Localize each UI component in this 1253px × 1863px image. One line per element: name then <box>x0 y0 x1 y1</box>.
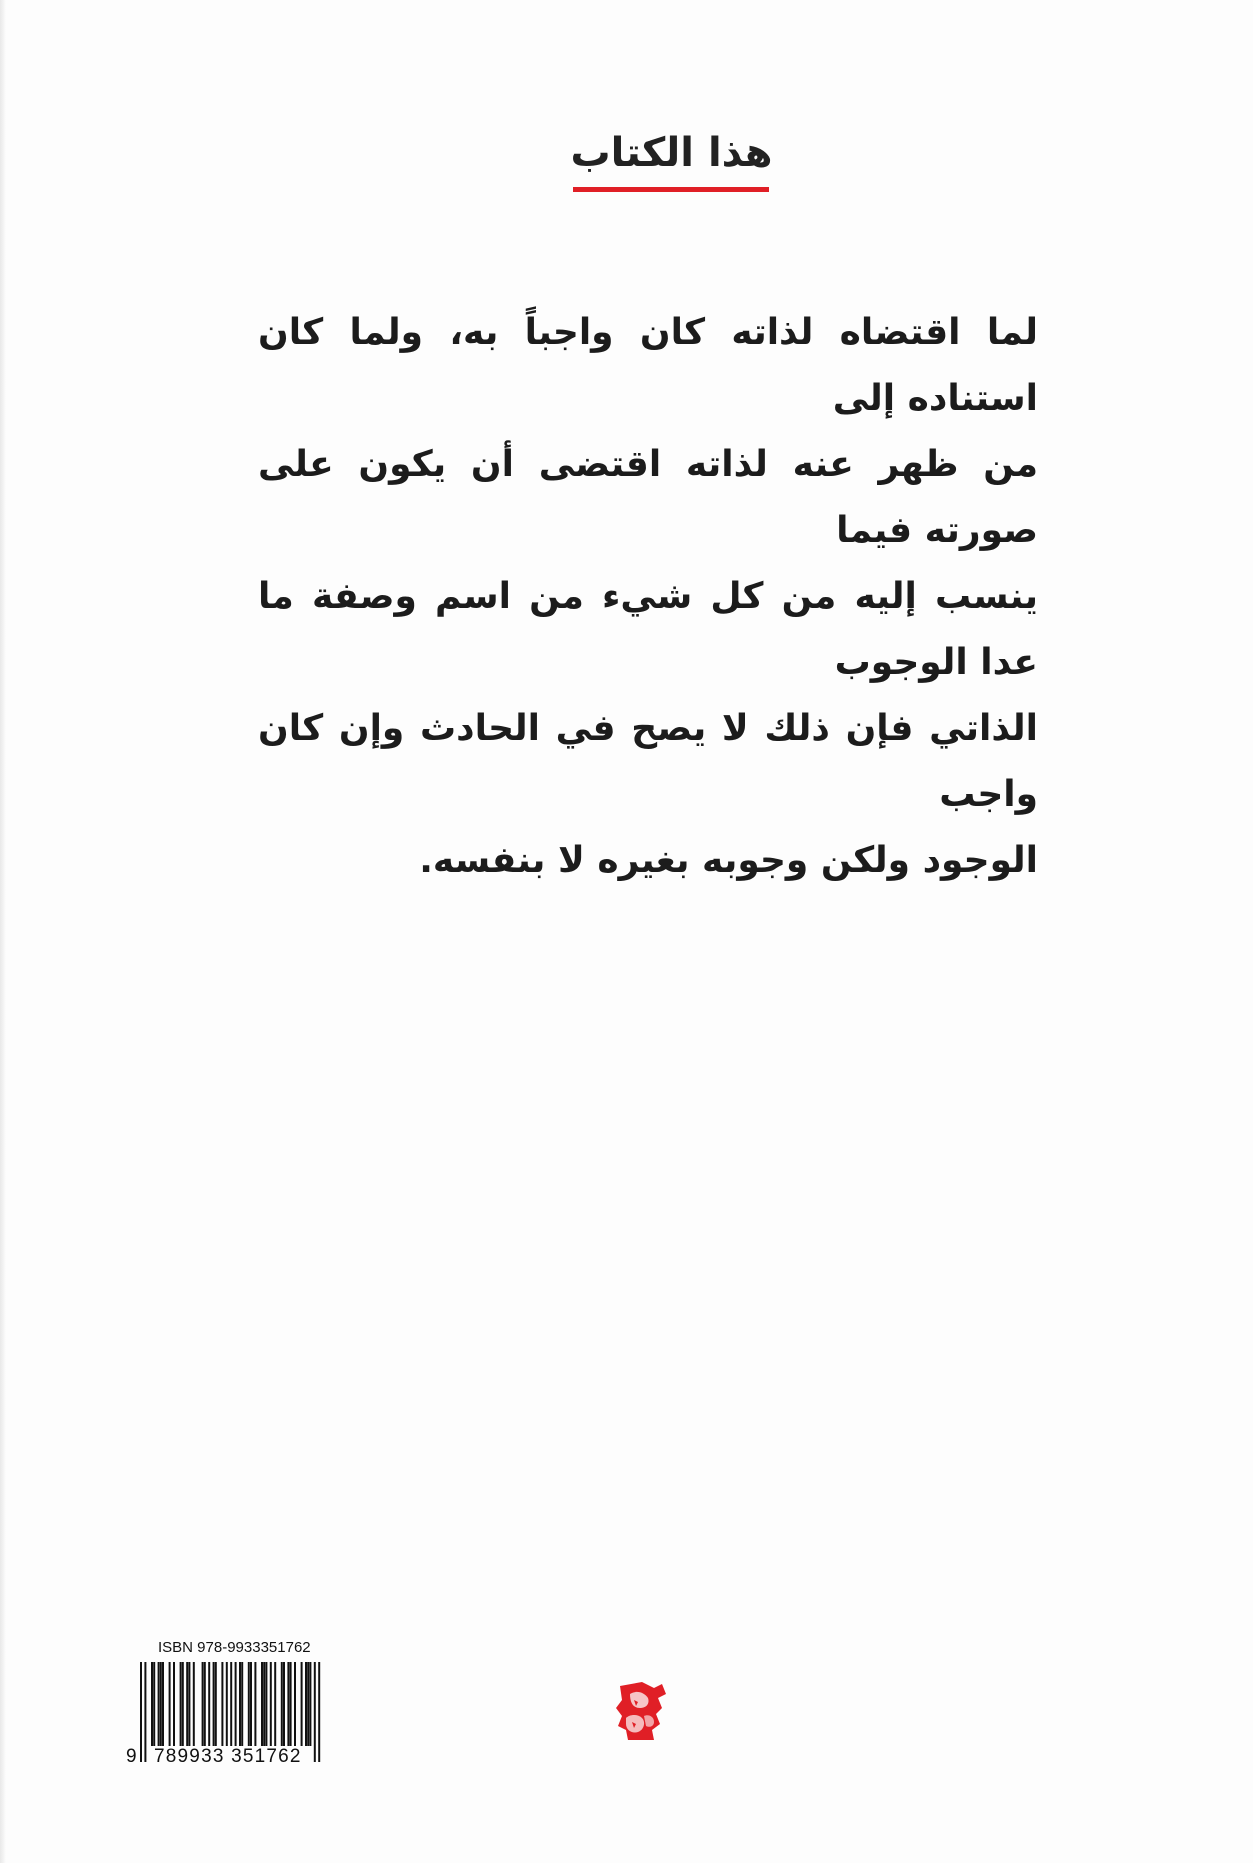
blurb-line: لما اقتضاه لذاته كان واجباً به، ولما كان استناده إلى <box>258 312 1038 419</box>
barcode-bar <box>318 1662 320 1762</box>
barcode-bar <box>309 1662 311 1746</box>
barcode-bar <box>193 1662 195 1746</box>
isbn-barcode <box>126 1638 326 1768</box>
heading-underline <box>573 187 769 192</box>
barcode-bar <box>215 1662 217 1746</box>
barcode-bar <box>173 1662 175 1746</box>
barcode-bar <box>261 1662 263 1746</box>
barcode-bar <box>283 1662 285 1746</box>
page-edge <box>0 0 6 1863</box>
barcode-bar <box>160 1662 162 1746</box>
barcode-bar <box>169 1662 171 1746</box>
barcode-bar <box>263 1662 265 1746</box>
blurb-line: من ظهر عنه لذاته اقتضى أن يكون على صورته فيما <box>258 444 1038 551</box>
barcode-bar <box>235 1662 237 1746</box>
barcode-bar <box>274 1662 276 1746</box>
barcode-bar <box>144 1662 146 1762</box>
barcode-bar <box>287 1662 289 1746</box>
barcode-bar <box>186 1662 188 1746</box>
barcode-bar <box>182 1662 184 1746</box>
cover-heading <box>0 125 1253 192</box>
blurb-paragraph <box>258 300 1038 894</box>
barcode-bar <box>314 1662 316 1762</box>
barcode-bar <box>270 1662 272 1746</box>
barcode-bar <box>208 1662 210 1746</box>
barcode-bar <box>230 1662 232 1746</box>
barcode-bar <box>281 1662 283 1746</box>
barcode-bar <box>202 1662 204 1746</box>
barcode-first-digit: 9 <box>126 1746 137 1767</box>
isbn-label: ISBN 978-9933351762 <box>158 1639 311 1656</box>
barcode-bar <box>254 1662 256 1746</box>
barcode-bar <box>180 1662 182 1746</box>
barcode-bar <box>213 1662 215 1746</box>
barcode-bar <box>204 1662 206 1746</box>
barcode-bar <box>301 1662 303 1746</box>
blurb-line: ينسب إليه من كل شيء من اسم وصفة ما عدا الوجوب <box>258 576 1038 683</box>
blurb-line: الوجود ولكن وجوبه بغيره لا بنفسه. <box>419 840 1038 881</box>
barcode-bar <box>226 1662 228 1746</box>
barcode-bar <box>158 1662 160 1746</box>
barcode-bar <box>151 1662 153 1746</box>
barcode-row <box>126 1658 326 1768</box>
barcode-bar <box>250 1662 252 1746</box>
barcode-bar <box>221 1662 223 1746</box>
barcode-bar <box>290 1662 292 1746</box>
barcode-bar <box>294 1662 296 1746</box>
barcode-bar <box>305 1662 307 1746</box>
publisher-logo-icon <box>612 1680 668 1742</box>
heading-title: هذا الكتاب <box>570 130 773 176</box>
barcode-bar <box>307 1662 309 1746</box>
barcode-bar <box>162 1662 164 1746</box>
barcode-digits: 789933 351762 <box>154 1746 302 1767</box>
barcode-bar <box>153 1662 155 1746</box>
barcode-bar <box>188 1662 190 1746</box>
blurb-line: الذاتي فإن ذلك لا يصح في الحادث وإن كان واجب <box>258 708 1038 815</box>
barcode-bar <box>140 1662 142 1762</box>
barcode-bar <box>265 1662 267 1746</box>
